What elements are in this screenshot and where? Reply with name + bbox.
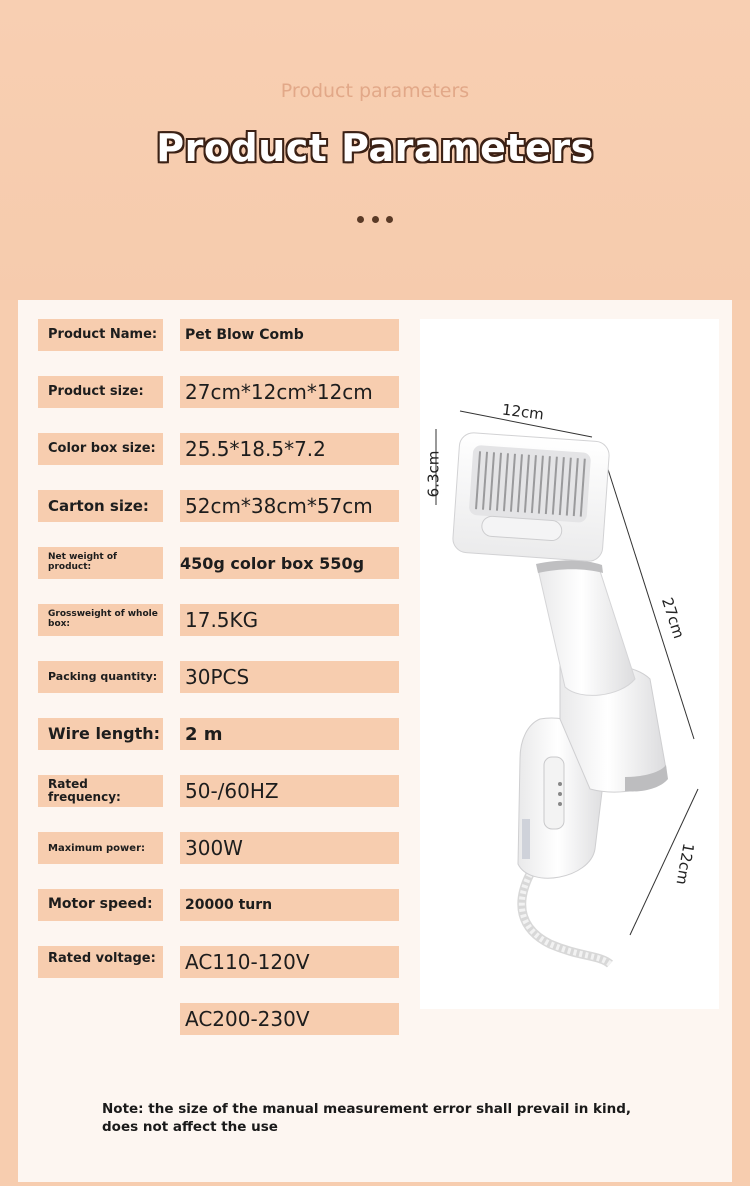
param-value-product-name: Pet Blow Comb (180, 319, 399, 351)
dimension-head-height: 6.3cm (424, 450, 443, 498)
param-label-wire-length: Wire length: (38, 718, 163, 750)
product-image (420, 319, 719, 1009)
param-label-product-size: Product size: (38, 376, 163, 408)
param-value-product-size: 27cm*12cm*12cm (180, 376, 399, 408)
param-label-rated-frequency: Rated frequency: (38, 775, 163, 807)
param-value-rated-voltage: AC110-120V (180, 946, 399, 978)
param-value-carton-size: 52cm*38cm*57cm (180, 490, 399, 522)
param-value-packing-quantity: 30PCS (180, 661, 399, 693)
param-label-maximum-power: Maximum power: (38, 832, 163, 864)
param-value-maximum-power: 300W (180, 832, 399, 864)
dimension-length: 27cm (657, 595, 689, 641)
param-label-product-name: Product Name: (38, 319, 163, 351)
param-value-gross-weight: 17.5KG (180, 604, 399, 636)
param-label-carton-size: Carton size: (38, 490, 163, 522)
param-label-packing-quantity: Packing quantity: (38, 661, 163, 693)
param-value-net-weight: 450g color box 550g (180, 547, 399, 579)
param-label-net-weight: Net weight of product: (38, 547, 163, 579)
page-title: Product Parameters (156, 126, 594, 170)
param-value-motor-speed: 20000 turn (180, 889, 399, 921)
dimension-width: 12cm (501, 400, 545, 424)
param-label-motor-speed: Motor speed: (38, 889, 163, 921)
param-label-color-box-size: Color box size: (38, 433, 163, 465)
ellipsis-decoration (357, 216, 393, 224)
param-value-rated-frequency: 50-/60HZ (180, 775, 399, 807)
param-value-wire-length: 2 m (180, 718, 399, 750)
dimension-base: 12cm (672, 841, 698, 887)
param-label-gross-weight: Grossweight of whole box: (38, 604, 163, 636)
param-label-rated-voltage: Rated voltage: (38, 946, 163, 978)
param-value-rated-voltage-alt: AC200-230V (180, 1003, 399, 1035)
page-subtitle: Product parameters (280, 80, 470, 102)
pet-blow-comb-illustration (420, 319, 719, 1009)
measurement-note: Note: the size of the manual measurement error shall prevail in kind, does not affect the use (102, 1101, 632, 1135)
param-value-color-box-size: 25.5*18.5*7.2 (180, 433, 399, 465)
